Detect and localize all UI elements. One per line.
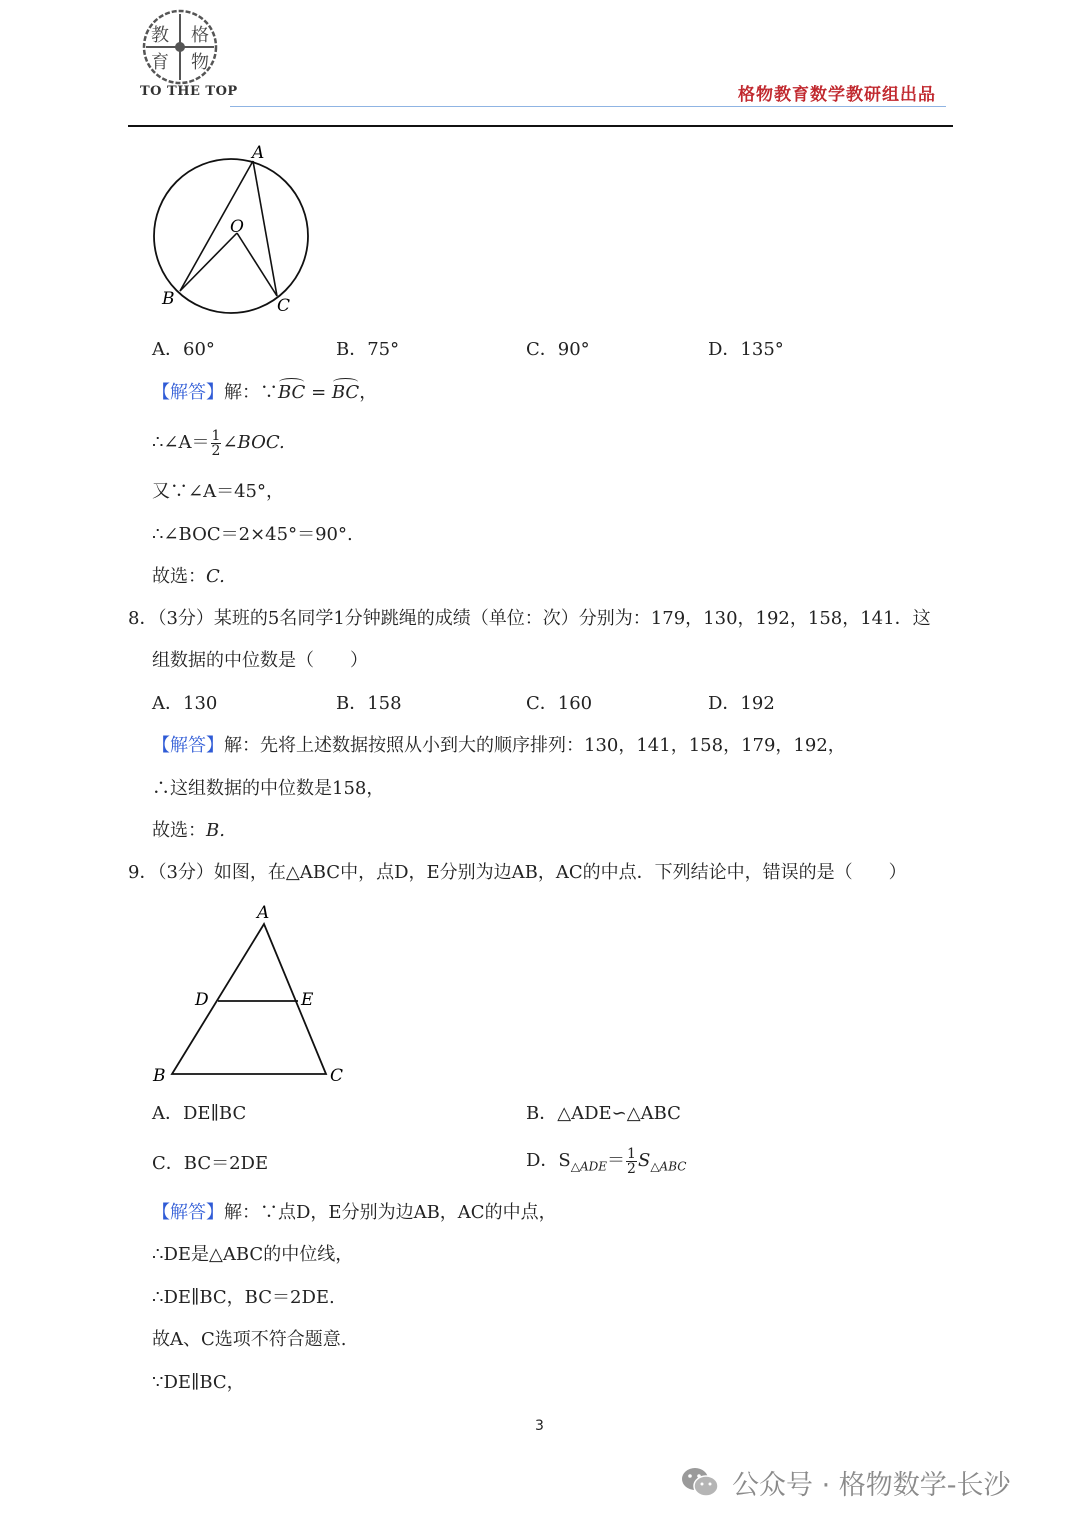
label-a: A (252, 143, 265, 163)
answer-tag: 【解答】 (152, 382, 224, 403)
q9-option-b: B．△ADE∽△ABC (526, 1103, 681, 1124)
q8-answer-line-2: ∴这组数据的中位数是158， (152, 778, 385, 799)
logo-char-1: 教 (151, 25, 169, 46)
q8-answer-line-3: 故选：B. (152, 820, 225, 841)
label-c: C (330, 1066, 344, 1086)
header-divider (128, 125, 953, 127)
header-title: 格物教育数学教研组出品 (738, 85, 936, 105)
q7-answer-line-3: 又∵∠A＝45°， (152, 481, 284, 502)
q8-option-b: B．158 (336, 693, 402, 714)
arc-bc: BC (331, 382, 360, 403)
label-a: A (257, 903, 270, 923)
logo-char-4: 物 (191, 52, 209, 73)
q9-option-d: D．$S_{\triangle ADE}=$ $\frac{1}{2}$ $S_{\triangle ABC}$ (526, 1145, 687, 1177)
answer-tag: 【解答】 (152, 1202, 224, 1223)
wechat-icon (680, 1465, 720, 1499)
q9-answer-line-4: 故A、C选项不符合题意. (152, 1329, 347, 1350)
q7-option-d: D．135° (708, 339, 784, 360)
q9-answer-line-5: ∵DE∥BC， (152, 1372, 245, 1393)
label-d: D (195, 990, 209, 1010)
answer-tag: 【解答】 (152, 735, 224, 756)
q9-option-c: C．BC＝2DE (152, 1153, 269, 1174)
q7-answer-line-4: ∴∠BOC＝2×45°＝90°. (152, 524, 353, 545)
logo-char-3: 育 (151, 52, 169, 73)
watermark (680, 1462, 1011, 1502)
q7-option-a: A．60° (152, 339, 215, 360)
triangle-figure (145, 898, 365, 1090)
q8-option-a: A．130 (152, 693, 218, 714)
label-b: B (153, 1066, 166, 1086)
label-e: E (301, 990, 314, 1010)
q9-option-a: A．DE∥BC (152, 1103, 247, 1124)
header-divider-blue (230, 106, 946, 107)
q7-option-c: C．90° (526, 339, 590, 360)
fraction-half: $\frac{1}{2}$ (211, 427, 221, 459)
q8-stem-line-2: 组数据的中位数是（ ） (152, 650, 368, 671)
q9-answer-line-1: 【解答】解：∵点D，E分别为边AB，AC的中点， (152, 1202, 557, 1223)
fraction-half: $\frac{1}{2}$ (627, 1145, 636, 1177)
q7-answer-line-2: ∴∠A＝ $\frac{1}{2}$ ∠BOC. (152, 427, 285, 459)
q8-answer-line-1: 【解答】解：先将上述数据按照从小到大的顺序排列：130，141，158，179，192， (152, 735, 846, 756)
arc-bc: BC (278, 382, 306, 403)
label-c: C (277, 296, 291, 316)
q7-answer-line-5: 故选：C. (152, 566, 225, 587)
q9-stem-line-1: 9．（3分）如图，在△ABC中，点D，E分别为边AB，AC的中点．下列结论中，错误的是（ ） (128, 862, 907, 883)
q8-option-c: C．160 (526, 693, 593, 714)
watermark-text: 公众号 · 格物数学-长沙 (732, 1469, 1011, 1501)
q8-stem-line-1: 8．（3分）某班的5名同学1分钟跳绳的成绩（单位：次）分别为：179，130，192，158，141．这 (128, 608, 931, 629)
page-number: 3 (535, 1418, 544, 1434)
label-o: O (230, 217, 244, 237)
label-b: B (162, 289, 175, 309)
logo-char-2: 格 (191, 25, 209, 46)
q9-answer-line-3: ∴DE∥BC，BC＝2DE. (152, 1287, 335, 1308)
q7-answer-line-1: 【解答】解：∵BC = BC， (152, 382, 378, 403)
q8-option-d: D．192 (708, 693, 775, 714)
logo-tagline: TO THE TOP (140, 84, 238, 99)
q9-answer-line-2: ∴DE是△ABC的中位线， (152, 1244, 354, 1265)
circle-figure (140, 138, 330, 323)
q7-option-b: B．75° (336, 339, 400, 360)
